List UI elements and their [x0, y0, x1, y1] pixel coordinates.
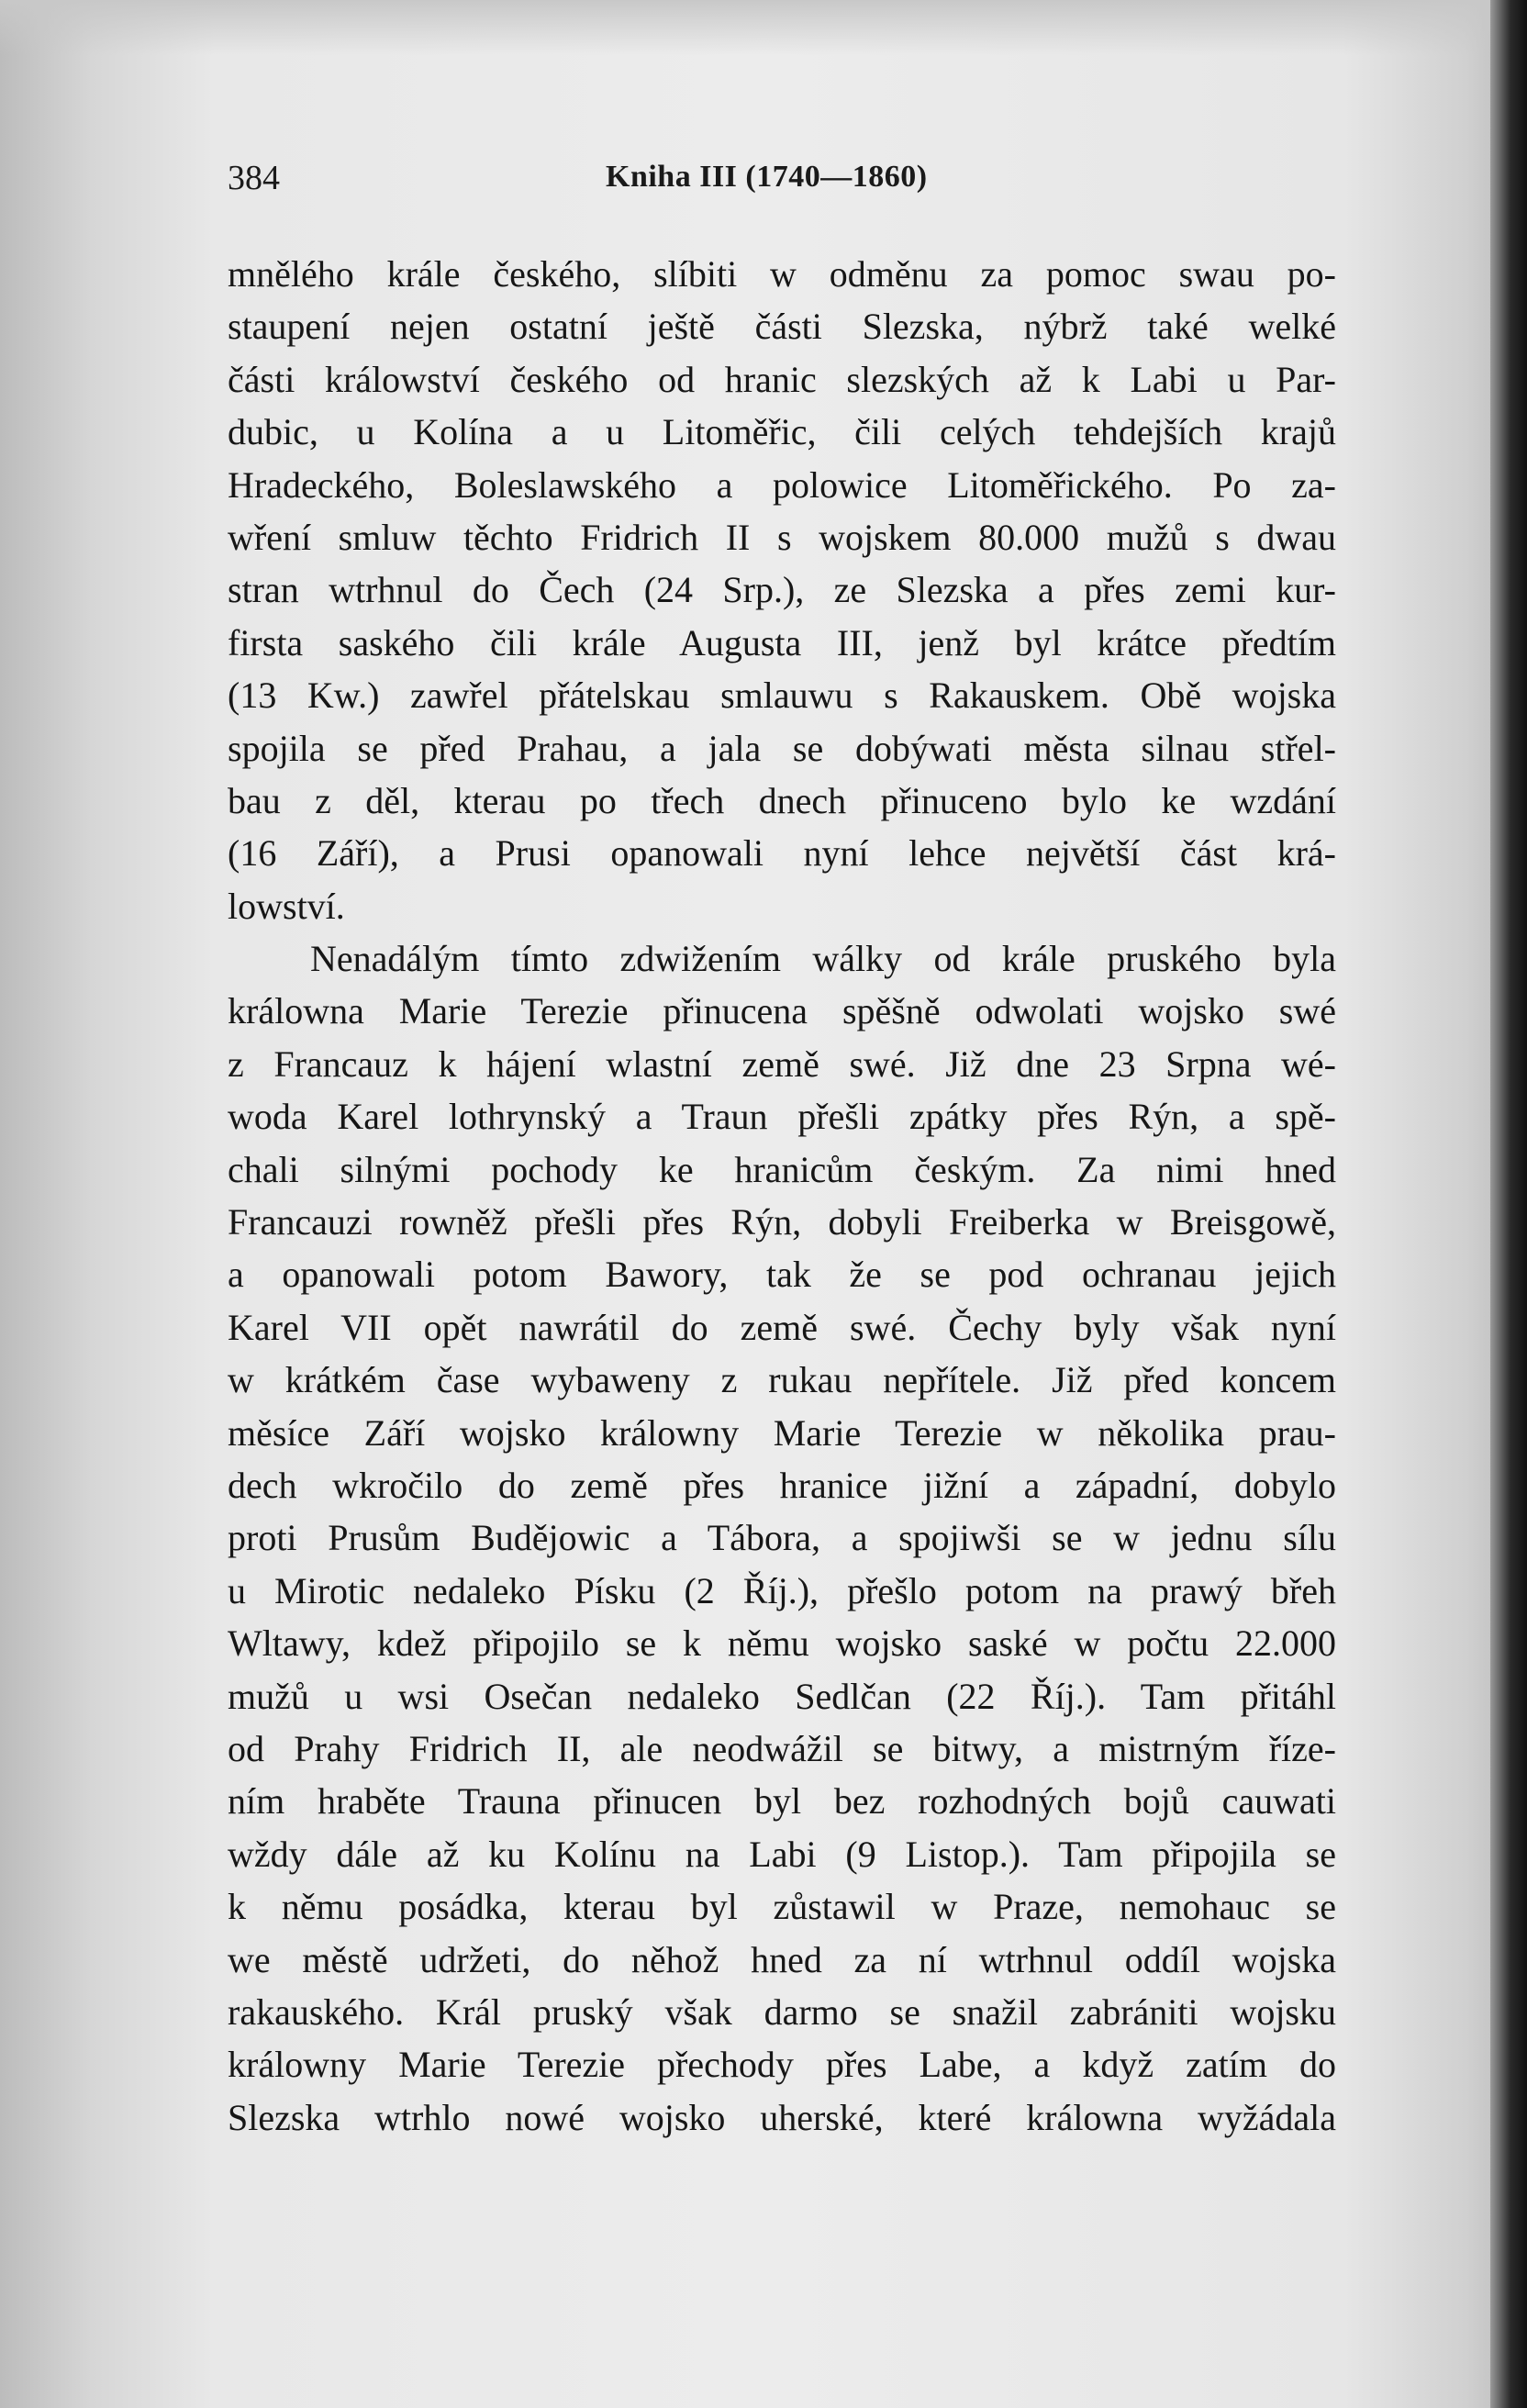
running-title: Kniha III (1740—1860)	[606, 160, 928, 194]
text-line: spojila se před Prahau, a jala se dobýwati města silnau střel-	[228, 727, 1336, 769]
text-line: z Francauz k hájení wlastní země swé. Již dne 23 Srpna wé-	[228, 1042, 1336, 1085]
text-line: chali silnými pochody ke hranicům českým. Za nimi hned	[228, 1148, 1336, 1190]
text-line: wření smluw těchto Fridrich II s wojskem 80.000 mužů s dwau	[228, 516, 1336, 558]
text-line: dubic, u Kolína a u Litoměřic, čili celých tehdejších krajů	[228, 411, 1336, 453]
text-line: Slezska wtrhlo nowé wojsko uherské, které králowna wyžádala	[228, 2096, 1336, 2138]
text-line: králowny Marie Terezie přechody přes Labe, a když zatím do	[228, 2044, 1336, 2086]
text-line: staupení nejen ostatní ještě části Slezska, nýbrž také welké	[228, 306, 1336, 348]
text-line: rakauského. Král pruský však darmo se snažil zabrániti wojsku	[228, 1990, 1336, 2033]
text-line: měsíce Září wojsko králowny Marie Terezie w několika prau-	[228, 1411, 1336, 1454]
text-line: části králowství českého od hranic slezských až k Labi u Par-	[228, 358, 1336, 400]
text-line: mnělého krále českého, slíbiti w odměnu za pomoc swau po-	[228, 253, 1336, 295]
text-line: we městě udržeti, do něhož hned za ní wtrhnul oddíl wojska	[228, 1938, 1336, 1980]
text-line: firsta saského čili krále Augusta III, jenž byl krátce předtím	[228, 621, 1336, 663]
body-text	[228, 248, 1336, 2144]
text-line: a opanowali potom Bawory, tak že se pod ochranau jejich	[228, 1254, 1336, 1296]
text-line: Wltawy, kdež připojilo se k němu wojsko saské w počtu 22.000	[228, 1622, 1336, 1665]
text-line: od Prahy Fridrich II, ale neodwážil se bitwy, a mistrným říze-	[228, 1727, 1336, 1769]
text-line: (16 Září), a Prusi opanowali nyní lehce největší část krá-	[228, 832, 1336, 875]
text-line: Francauzi rowněž přešli přes Rýn, dobyli Freiberka w Breisgowě,	[228, 1201, 1336, 1243]
text-line: wždy dále až ku Kolínu na Labi (9 Listop.). Tam připojila se	[228, 1833, 1336, 1875]
top-shadow	[0, 0, 1527, 55]
text-line: lowství.	[228, 885, 345, 927]
text-line: (13 Kw.) zawřel přátelskau smlauwu s Rakauskem. Obě wojska	[228, 674, 1336, 717]
page-edge-shadow	[1490, 0, 1527, 2408]
text-line: woda Karel lothrynský a Traun přešli zpátky přes Rýn, a spě-	[228, 1096, 1336, 1138]
text-line: proti Prusům Budějowic a Tábora, a spojiwši se w jednu sílu	[228, 1517, 1336, 1559]
text-line: dech wkročilo do země přes hranice jižní a západní, dobylo	[228, 1464, 1336, 1506]
text-line: ním hraběte Trauna přinucen byl bez rozhodných bojů cauwati	[228, 1780, 1336, 1823]
text-line: mužů u wsi Osečan nedaleko Sedlčan (22 Říj.). Tam přitáhl	[228, 1675, 1336, 1717]
text-line: Hradeckého, Boleslawského a polowice Litoměřického. Po za-	[228, 463, 1336, 506]
page-header	[228, 158, 1336, 204]
text-line: Karel VII opět nawrátil do země swé. Čechy byly však nyní	[228, 1306, 1336, 1348]
text-line: u Mirotic nedaleko Písku (2 Říj.), přešlo potom na prawý břeh	[228, 1569, 1336, 1611]
text-line: Nenadálým tímto zdwižením wálky od krále pruského byla	[310, 938, 1336, 980]
text-line: k němu posádka, kterau byl zůstawil w Praze, nemohauc se	[228, 1886, 1336, 1928]
text-line: w krátkém čase wybaweny z rukau nepřítele. Již před koncem	[228, 1359, 1336, 1401]
text-line: bau z děl, kterau po třech dnech přinuceno bylo ke wzdání	[228, 779, 1336, 821]
text-line: stran wtrhnul do Čech (24 Srp.), ze Slezska a přes zemi kur-	[228, 569, 1336, 611]
page-number: 384	[228, 159, 280, 197]
text-line: králowna Marie Terezie přinucena spěšně odwolati wojsko swé	[228, 990, 1336, 1032]
